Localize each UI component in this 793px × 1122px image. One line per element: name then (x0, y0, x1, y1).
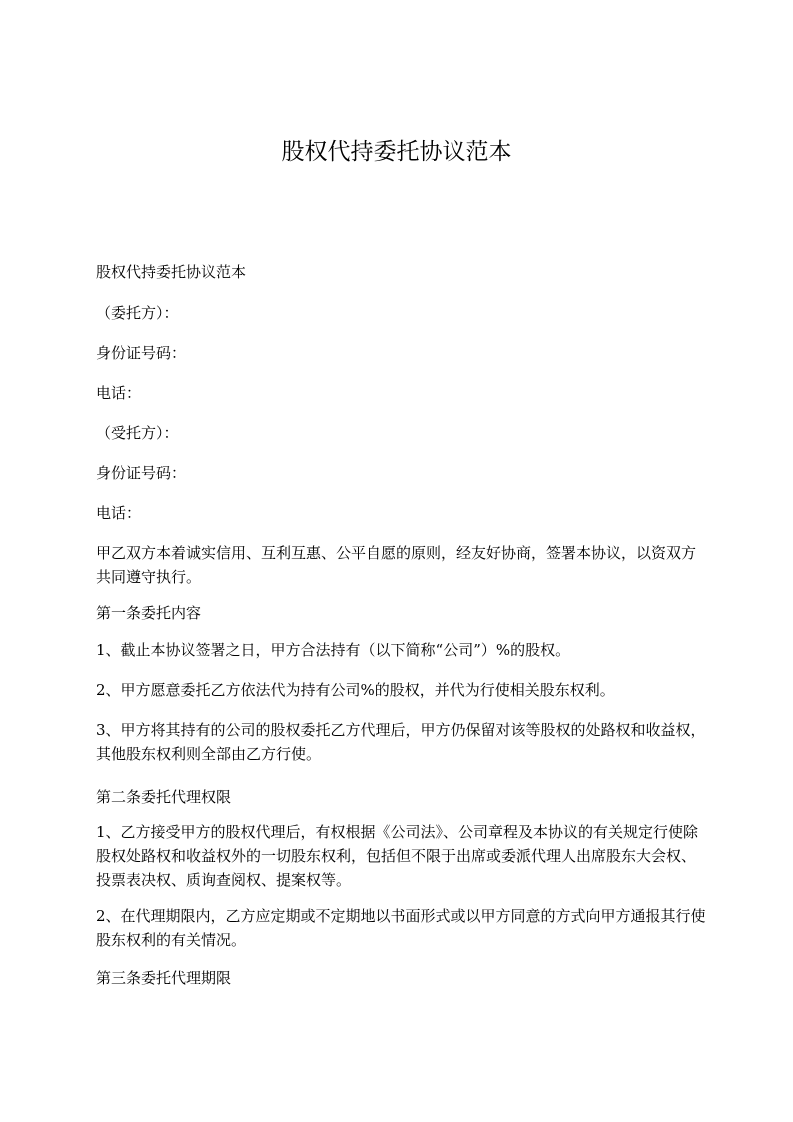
section-heading-3: 第三条委托代理期限 (96, 969, 232, 987)
clause-1-3: 3、甲方将其持有的公司的股权委托乙方代理后，甲方仍保留对该等股权的处路权和收益权，其他股东权利则全部由乙方行使。 (96, 721, 706, 763)
paragraph-id-number-a: 身份证号码： (96, 344, 187, 362)
paragraph-entrusted-party: （受托方）： (96, 424, 179, 442)
paragraph-subtitle: 股权代持委托协议范本 (96, 263, 247, 281)
paragraph-preamble: 甲乙双方本着诚实信用、互利互惠、公平自愿的原则，经友好协商，签署本协议，以资双方共同遵守执行。 (96, 544, 697, 586)
clause-1-1: 1、截止本协议签署之日，甲方合法持有（以下简称“公司”）%的股权。 (96, 641, 571, 659)
paragraph-entrusting-party: （委托方）： (96, 304, 179, 322)
paragraph-phone-b: 电话： (96, 504, 142, 522)
document-title: 股权代持委托协议范本 (281, 139, 512, 165)
paragraph-phone-a: 电话： (96, 384, 142, 402)
clause-2-1: 1、乙方接受甲方的股权代理后，有权根据《公司法》、公司章程及本协议的有关规定行使除股权处路权和收益权外的一切股东权利，包括但不限于出席或委派代理人出席股东大会权、投票表决权、质询查阅权、提案权等。 (96, 823, 699, 889)
section-heading-1: 第一条委托内容 (96, 604, 202, 622)
clause-1-2: 2、甲方愿意委托乙方依法代为持有公司%的股权，并代为行使相关股东权利。 (96, 681, 615, 699)
clause-2-2: 2、在代理期限内，乙方应定期或不定期地以书面形式或以甲方同意的方式向甲方通报其行使股东权利的有关情况。 (96, 907, 706, 949)
section-heading-2: 第二条委托代理权限 (96, 788, 232, 806)
paragraph-id-number-b: 身份证号码： (96, 464, 187, 482)
